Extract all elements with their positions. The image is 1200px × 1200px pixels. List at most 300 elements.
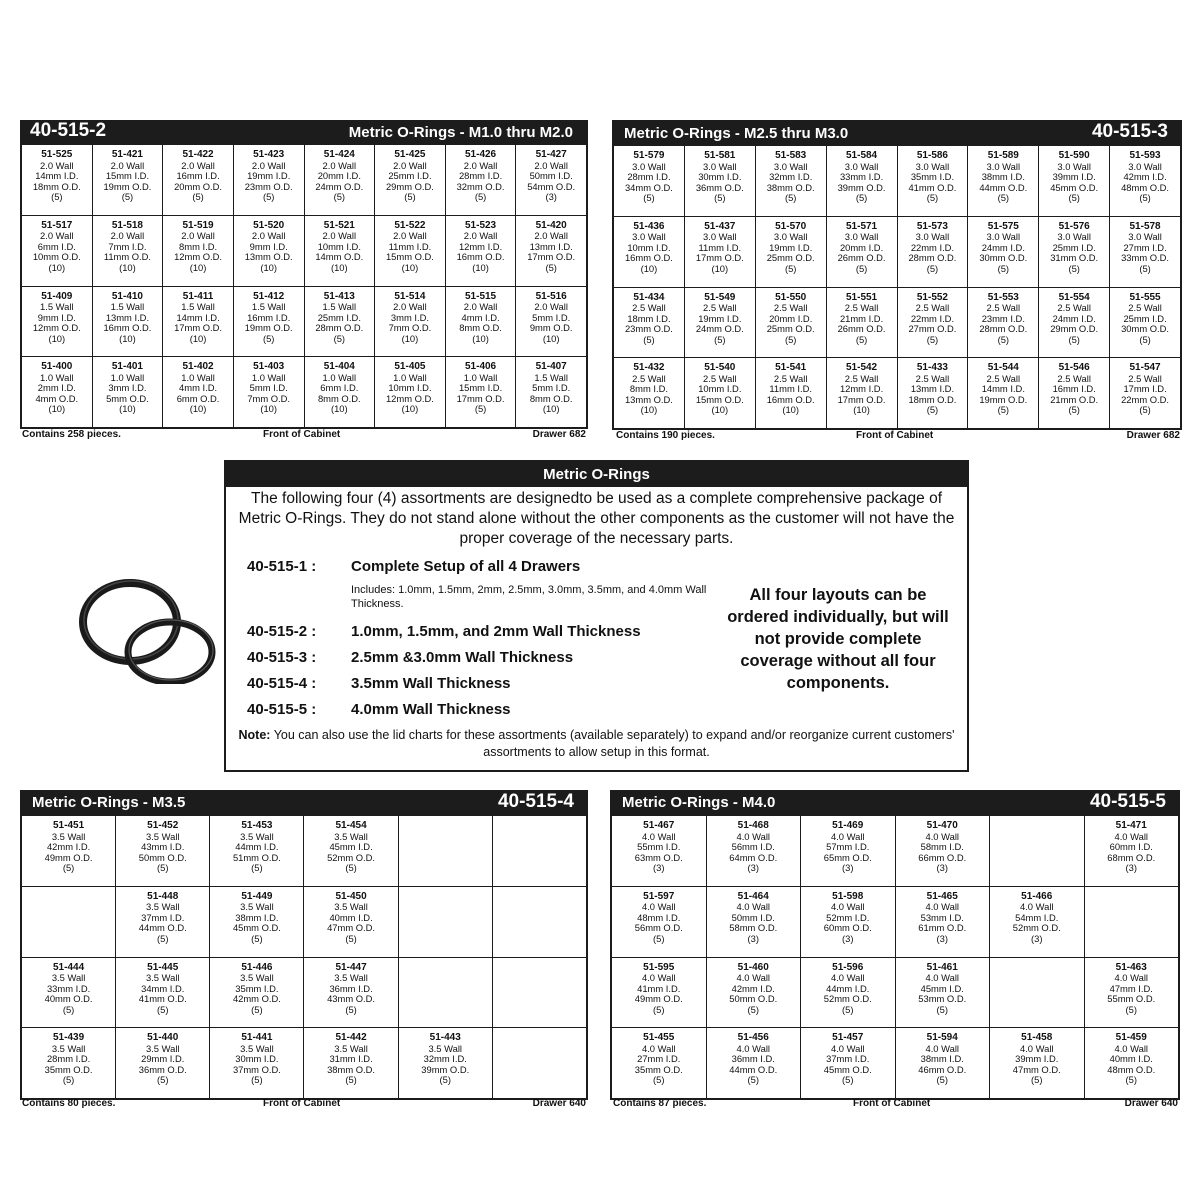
quantity: (5) — [121, 191, 134, 202]
part-number: 51-514 — [394, 290, 426, 302]
quantity: (5) — [997, 333, 1010, 345]
panel-header — [612, 120, 1182, 146]
part-number: 51-542 — [845, 362, 878, 374]
wall-thickness: 2.0 Wall — [463, 159, 498, 171]
panel-40-515-4 — [20, 790, 588, 1112]
inner-diameter: 10mm I.D. — [627, 241, 671, 253]
wall-thickness: 2.0 Wall — [322, 159, 357, 171]
part-cell — [305, 287, 375, 357]
part-cell — [210, 816, 303, 886]
part-cell — [827, 288, 897, 358]
inner-diameter: 47mm I.D. — [1109, 982, 1153, 994]
quantity: (5) — [997, 262, 1010, 274]
part-cell — [93, 287, 163, 357]
wall-thickness: 2.5 Wall — [1057, 302, 1091, 313]
wall-thickness: 3.0 Wall — [1057, 231, 1091, 243]
part-number: 51-432 — [633, 362, 665, 374]
o-rings-illustration — [76, 572, 216, 684]
outer-diameter: 13mm O.D. — [244, 251, 293, 263]
part-number: 51-589 — [987, 150, 1019, 161]
part-cell — [707, 958, 801, 1028]
part-number: 51-553 — [987, 291, 1019, 303]
inner-diameter: 14mm I.D. — [176, 311, 220, 323]
quantity: (5) — [439, 1074, 451, 1086]
assortment-desc: 4.0mm Wall Thickness — [351, 701, 511, 718]
wall-thickness: 3.0 Wall — [915, 160, 950, 172]
part-number: 51-437 — [704, 220, 736, 232]
wall-thickness: 2.5 Wall — [986, 302, 1021, 313]
footer-drawer: Drawer 682 — [532, 429, 586, 440]
outer-diameter: 52mm O.D. — [823, 993, 872, 1004]
part-number: 51-405 — [394, 361, 426, 373]
part-number: 51-434 — [633, 291, 665, 303]
quantity: (5) — [1068, 404, 1080, 416]
inner-diameter: 8mm I.D. — [629, 383, 668, 395]
part-cell — [446, 287, 516, 357]
quantity: (5) — [1139, 262, 1151, 274]
outer-diameter: 38mm O.D. — [327, 1063, 376, 1075]
part-cell — [898, 288, 968, 358]
part-cell — [1085, 816, 1179, 886]
inner-diameter: 18mm I.D. — [627, 312, 671, 324]
empty-slot — [1085, 887, 1179, 957]
outer-diameter: 16mm O.D. — [103, 322, 152, 333]
quantity: (5) — [1031, 1074, 1043, 1086]
part-cell — [516, 357, 586, 427]
inner-diameter: 35mm I.D. — [235, 982, 279, 994]
part-cell — [1110, 288, 1180, 358]
part-cell — [446, 145, 516, 215]
outer-diameter: 24mm O.D. — [315, 180, 364, 192]
wall-thickness: 4.0 Wall — [641, 1042, 676, 1054]
quantity: (10) — [48, 261, 66, 273]
part-number: 51-433 — [916, 362, 948, 374]
part-cell — [827, 146, 897, 216]
wall-thickness: 2.0 Wall — [110, 159, 145, 171]
inner-diameter: 40mm I.D. — [329, 911, 373, 923]
outer-diameter: 25mm O.D. — [766, 323, 815, 334]
panel-title: Metric O-Rings - M3.5 — [32, 794, 186, 811]
quantity: (5) — [936, 1003, 948, 1015]
outer-diameter: 12mm O.D. — [32, 322, 81, 333]
wall-thickness: 2.0 Wall — [393, 301, 427, 312]
part-number: 51-443 — [429, 1032, 461, 1044]
inner-diameter: 30mm I.D. — [698, 171, 742, 182]
footnote — [236, 727, 957, 761]
wall-thickness: 2.5 Wall — [703, 302, 737, 313]
part-number: 51-448 — [147, 890, 179, 902]
inner-diameter: 39mm I.D. — [1015, 1053, 1059, 1065]
wall-thickness: 2.0 Wall — [110, 230, 145, 242]
quantity: (10) — [401, 261, 419, 273]
wall-thickness: 2.0 Wall — [181, 230, 215, 242]
part-number: 51-576 — [1058, 220, 1090, 232]
quantity: (5) — [997, 192, 1010, 203]
part-cell — [898, 217, 968, 287]
wall-thickness: 3.0 Wall — [703, 160, 737, 172]
outer-diameter: 23mm O.D. — [624, 323, 673, 334]
wall-thickness: 3.5 Wall — [334, 830, 368, 842]
part-cell — [304, 958, 397, 1028]
part-cell — [801, 1028, 895, 1098]
wall-thickness: 4.0 Wall — [736, 830, 771, 842]
inner-diameter: 33mm I.D. — [839, 171, 884, 182]
quantity: (5) — [926, 333, 939, 345]
part-number: 51-470 — [926, 820, 958, 831]
quantity: (3) — [936, 862, 948, 873]
part-cell — [612, 887, 706, 957]
outer-diameter: 13mm O.D. — [624, 393, 673, 405]
outer-diameter: 18mm O.D. — [908, 393, 957, 405]
quantity: (10) — [260, 403, 278, 415]
assortment-code: 40-515-3 : — [247, 649, 317, 666]
quantity: (3) — [653, 862, 665, 873]
part-number: 51-551 — [845, 291, 878, 303]
part-cell — [612, 1028, 706, 1098]
wall-thickness: 3.0 Wall — [1057, 160, 1091, 172]
part-cell — [968, 288, 1038, 358]
panel-code: 40-515-3 — [1091, 121, 1168, 142]
quantity: (5) — [157, 1074, 169, 1086]
part-number: 51-401 — [111, 361, 143, 373]
part-cell — [234, 287, 304, 357]
part-cell — [614, 358, 684, 428]
outer-diameter: 44mm O.D. — [729, 1063, 778, 1075]
quantity: (10) — [401, 403, 419, 415]
inner-diameter: 11mm I.D. — [698, 241, 742, 253]
wall-thickness: 1.0 Wall — [251, 371, 286, 383]
outer-diameter: 58mm O.D. — [729, 922, 778, 934]
part-cell — [612, 816, 706, 886]
quantity: (5) — [1068, 192, 1080, 203]
outer-diameter: 21mm O.D. — [1050, 393, 1099, 405]
outer-diameter: 39mm O.D. — [837, 181, 886, 193]
outer-diameter: 16mm O.D. — [766, 393, 815, 405]
inner-diameter: 2mm I.D. — [37, 382, 76, 394]
part-cell — [116, 816, 209, 886]
inner-diameter: 24mm I.D. — [981, 241, 1025, 253]
quantity: (5) — [784, 262, 797, 274]
panel-footer — [610, 1098, 1180, 1111]
part-number: 51-403 — [253, 361, 285, 373]
quantity: (5) — [653, 1003, 665, 1015]
footer-pieces: Contains 258 pieces. — [22, 429, 121, 440]
part-cell — [116, 1028, 209, 1098]
part-number: 51-400 — [41, 361, 73, 373]
part-number: 51-550 — [775, 291, 807, 303]
outer-diameter: 16mm O.D. — [624, 252, 673, 264]
part-cell — [685, 358, 755, 428]
part-number: 51-466 — [1021, 890, 1053, 902]
part-number: 51-457 — [832, 1032, 864, 1044]
part-cell — [22, 816, 115, 886]
outer-diameter: 9mm O.D. — [529, 322, 573, 333]
wall-thickness: 3.5 Wall — [334, 901, 368, 913]
wall-thickness: 1.0 Wall — [322, 371, 357, 383]
wall-thickness: 2.5 Wall — [1128, 372, 1162, 384]
part-number: 51-463 — [1115, 961, 1147, 973]
quantity: (5) — [653, 932, 665, 944]
quantity: (5) — [251, 932, 263, 944]
inner-diameter: 39mm I.D. — [1052, 171, 1096, 182]
quantity: (5) — [747, 1003, 759, 1015]
outer-diameter: 16mm O.D. — [456, 251, 505, 263]
part-number: 51-427 — [535, 149, 567, 160]
wall-thickness: 2.5 Wall — [1128, 302, 1162, 313]
inner-diameter: 38mm I.D. — [981, 171, 1025, 182]
inner-diameter: 29mm I.D. — [141, 1053, 185, 1065]
part-cell — [898, 146, 968, 216]
part-number: 51-554 — [1058, 291, 1090, 303]
part-cell — [1110, 358, 1180, 428]
wall-thickness: 3.0 Wall — [773, 160, 808, 172]
inner-diameter: 22mm I.D. — [910, 312, 955, 324]
outer-diameter: 41mm O.D. — [138, 993, 187, 1004]
wall-thickness: 2.0 Wall — [534, 230, 568, 242]
part-cell — [163, 216, 233, 286]
outer-diameter: 25mm O.D. — [766, 252, 815, 264]
inner-diameter: 20mm I.D. — [317, 170, 361, 181]
wall-thickness: 3.5 Wall — [428, 1042, 462, 1054]
empty-slot — [493, 887, 586, 957]
outer-diameter: 35mm O.D. — [634, 1063, 683, 1075]
outer-diameter: 63mm O.D. — [634, 851, 683, 863]
part-number: 51-468 — [737, 820, 769, 831]
part-number: 51-571 — [845, 220, 878, 232]
outer-diameter: 28mm O.D. — [315, 322, 364, 333]
part-number: 51-469 — [832, 820, 864, 831]
quantity: (5) — [333, 332, 346, 344]
outer-diameter: 48mm O.D. — [1107, 1063, 1156, 1075]
part-cell — [756, 146, 826, 216]
outer-diameter: 30mm O.D. — [979, 252, 1028, 264]
part-number: 51-444 — [53, 961, 85, 973]
outer-diameter: 7mm O.D. — [247, 392, 291, 404]
part-cell — [707, 1028, 801, 1098]
part-cell — [707, 887, 801, 957]
wall-thickness: 3.5 Wall — [145, 830, 180, 842]
inner-diameter: 10mm I.D. — [388, 382, 432, 394]
part-number: 51-555 — [1129, 291, 1161, 303]
wall-thickness: 3.0 Wall — [703, 231, 737, 243]
quantity: (5) — [784, 333, 797, 345]
inner-diameter: 24mm I.D. — [1052, 312, 1096, 324]
outer-diameter: 60mm O.D. — [823, 922, 872, 934]
quantity: (10) — [119, 261, 136, 273]
wall-thickness: 3.5 Wall — [51, 1042, 86, 1054]
inner-diameter: 9mm I.D. — [37, 311, 76, 323]
wall-thickness: 1.5 Wall — [534, 371, 568, 383]
quantity: (5) — [1068, 262, 1080, 274]
wall-thickness: 2.0 Wall — [393, 230, 427, 242]
part-number: 51-453 — [241, 820, 273, 831]
part-cell — [516, 145, 586, 215]
part-number: 51-436 — [633, 220, 665, 232]
part-number: 51-454 — [335, 820, 367, 831]
quantity: (5) — [333, 191, 346, 202]
parts-grid — [612, 146, 1182, 430]
inner-diameter: 27mm I.D. — [1123, 241, 1167, 253]
outer-diameter: 26mm O.D. — [837, 323, 886, 334]
part-cell — [22, 216, 92, 286]
inner-diameter: 3mm I.D. — [108, 382, 147, 394]
part-cell — [375, 216, 445, 286]
wall-thickness: 3.5 Wall — [145, 972, 180, 983]
outer-diameter: 17mm O.D. — [527, 251, 576, 263]
note-label: Note: — [238, 728, 271, 742]
outer-diameter: 18mm O.D. — [32, 180, 81, 192]
part-cell — [1085, 1028, 1179, 1098]
part-cell — [1039, 146, 1109, 216]
inner-diameter: 36mm I.D. — [329, 982, 373, 994]
inner-diameter: 37mm I.D. — [826, 1053, 870, 1065]
inner-diameter: 43mm I.D. — [141, 841, 185, 852]
inner-diameter: 50mm I.D. — [731, 911, 775, 923]
part-cell — [22, 1028, 115, 1098]
outer-diameter: 40mm O.D. — [44, 993, 93, 1004]
wall-thickness: 3.0 Wall — [632, 160, 666, 172]
wall-thickness: 2.0 Wall — [393, 159, 427, 171]
part-number: 51-406 — [464, 361, 497, 373]
empty-slot — [990, 816, 1084, 886]
quantity: (10) — [782, 404, 800, 416]
inner-diameter: 14mm I.D. — [35, 170, 79, 181]
quantity: (10) — [48, 403, 66, 415]
outer-diameter: 36mm O.D. — [138, 1063, 187, 1075]
inner-diameter: 38mm I.D. — [235, 911, 279, 923]
outer-diameter: 6mm O.D. — [176, 392, 220, 404]
quantity: (5) — [1125, 1003, 1137, 1015]
wall-thickness: 1.0 Wall — [40, 371, 74, 383]
outer-diameter: 4mm O.D. — [35, 392, 79, 404]
part-number: 51-471 — [1115, 820, 1147, 831]
inner-diameter: 37mm I.D. — [141, 911, 185, 923]
inner-diameter: 45mm I.D. — [920, 982, 964, 994]
wall-thickness: 3.5 Wall — [51, 830, 86, 842]
empty-slot — [399, 816, 492, 886]
inner-diameter: 40mm I.D. — [1109, 1053, 1153, 1065]
wall-thickness: 4.0 Wall — [1019, 901, 1054, 913]
outer-diameter: 15mm O.D. — [695, 393, 744, 405]
outer-diameter: 17mm O.D. — [174, 322, 223, 333]
inner-diameter: 27mm I.D. — [637, 1053, 681, 1065]
quantity: (5) — [345, 1074, 357, 1086]
quantity: (3) — [747, 932, 759, 944]
inner-diameter: 12mm I.D. — [839, 383, 884, 395]
wall-thickness: 1.5 Wall — [110, 301, 145, 312]
inner-diameter: 10mm I.D. — [698, 383, 742, 395]
quantity: (5) — [1139, 404, 1151, 416]
part-cell — [614, 288, 684, 358]
part-cell — [304, 1028, 397, 1098]
inner-diameter: 33mm I.D. — [46, 982, 91, 994]
assortment-desc: 3.5mm Wall Thickness — [351, 675, 511, 692]
part-number: 51-449 — [241, 890, 273, 902]
part-cell — [210, 887, 303, 957]
wall-thickness: 1.5 Wall — [322, 301, 357, 312]
wall-thickness: 3.0 Wall — [986, 231, 1021, 243]
inner-diameter: 17mm I.D. — [1123, 383, 1167, 395]
outer-diameter: 45mm O.D. — [1050, 181, 1099, 193]
outer-diameter: 38mm O.D. — [766, 181, 815, 193]
part-cell — [516, 216, 586, 286]
part-cell — [22, 145, 92, 215]
part-number: 51-593 — [1129, 150, 1161, 161]
empty-slot — [399, 958, 492, 1028]
part-number: 51-546 — [1058, 362, 1090, 374]
assortment-code: 40-515-1 : — [247, 558, 317, 575]
outer-diameter: 47mm O.D. — [1012, 1063, 1061, 1075]
outer-diameter: 36mm O.D. — [695, 181, 744, 193]
quantity: (3) — [1031, 932, 1043, 944]
wall-thickness: 2.5 Wall — [844, 372, 879, 384]
part-cell — [93, 216, 163, 286]
part-cell — [305, 216, 375, 286]
footer-pieces: Contains 87 pieces. — [613, 1098, 707, 1109]
outer-diameter: 31mm O.D. — [1050, 252, 1099, 264]
part-cell — [827, 217, 897, 287]
inner-diameter: 53mm I.D. — [920, 911, 964, 923]
part-cell — [968, 146, 1038, 216]
info-title: Metric O-Rings — [226, 462, 967, 487]
part-number: 51-570 — [775, 220, 807, 232]
wall-thickness: 2.5 Wall — [915, 302, 950, 313]
inner-diameter: 6mm I.D. — [320, 382, 359, 394]
inner-diameter: 23mm I.D. — [981, 312, 1025, 324]
outer-diameter: 39mm O.D. — [421, 1063, 470, 1075]
wall-thickness: 3.5 Wall — [334, 972, 368, 983]
quantity: (5) — [997, 404, 1010, 416]
quantity: (3) — [936, 932, 948, 944]
inner-diameter: 13mm I.D. — [910, 383, 955, 395]
outer-diameter: 33mm O.D. — [1121, 252, 1170, 264]
part-cell — [22, 958, 115, 1028]
note-text: You can also use the lid charts for these assortments (available separately) to expand and/or reorganize current customers' assortments to allow setup in this format. — [270, 728, 955, 759]
empty-slot — [493, 1028, 586, 1098]
part-cell — [22, 287, 92, 357]
wall-thickness: 4.0 Wall — [1114, 830, 1149, 842]
part-cell — [234, 145, 304, 215]
outer-diameter: 28mm O.D. — [979, 323, 1028, 334]
part-number: 51-440 — [147, 1032, 179, 1044]
panel-footer — [20, 1098, 588, 1111]
part-cell — [93, 145, 163, 215]
wall-thickness: 1.0 Wall — [181, 371, 215, 383]
outer-diameter: 12mm O.D. — [385, 392, 434, 404]
panel-40-515-2 — [20, 120, 588, 442]
outer-diameter: 27mm O.D. — [908, 323, 957, 334]
inner-diameter: 14mm I.D. — [981, 383, 1025, 395]
outer-diameter: 48mm O.D. — [1121, 181, 1170, 193]
part-cell — [399, 1028, 492, 1098]
part-cell — [305, 357, 375, 427]
part-number: 51-552 — [916, 291, 948, 303]
part-number: 51-594 — [926, 1032, 958, 1044]
wall-thickness: 1.0 Wall — [393, 371, 427, 383]
wall-thickness: 4.0 Wall — [925, 830, 960, 842]
part-number: 51-579 — [633, 150, 665, 161]
wall-thickness: 3.0 Wall — [1128, 160, 1162, 172]
quantity: (10) — [542, 403, 560, 415]
part-cell — [234, 357, 304, 427]
part-cell — [801, 958, 895, 1028]
part-cell — [375, 287, 445, 357]
part-number: 51-549 — [704, 291, 736, 303]
inner-diameter: 15mm I.D. — [105, 170, 150, 181]
inner-diameter: 19mm I.D. — [247, 170, 291, 181]
part-cell — [614, 217, 684, 287]
footer-pieces: Contains 190 pieces. — [616, 430, 715, 441]
